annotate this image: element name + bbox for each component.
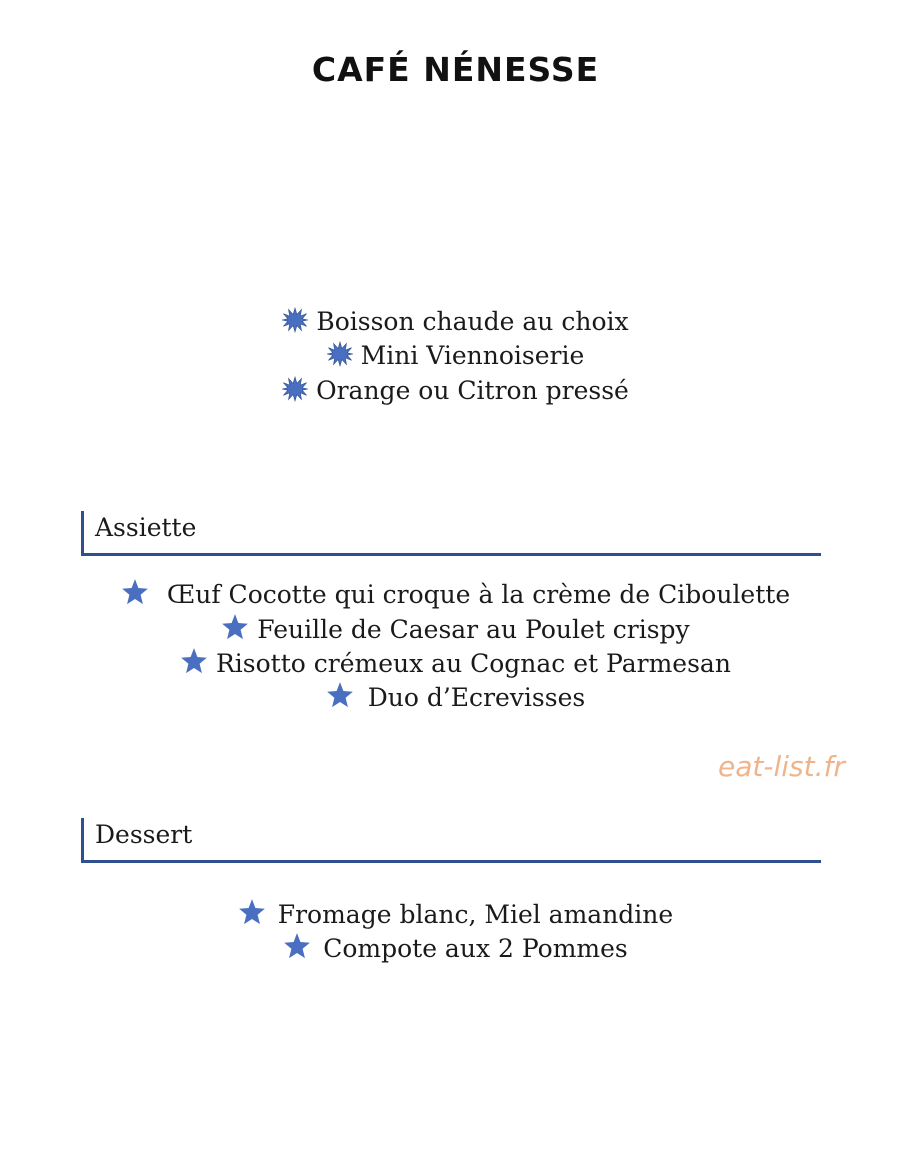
menu-item-label: Compote aux 2 Pommes	[323, 934, 628, 963]
starburst-icon	[282, 307, 308, 333]
menu-item	[0, 932, 911, 966]
page-title: CAFÉ NÉNESSE	[311, 50, 600, 89]
intro-item	[0, 305, 911, 339]
star-icon	[221, 613, 249, 641]
intro-item	[0, 374, 911, 408]
star-icon	[238, 898, 266, 926]
menu-item-label: Œuf Cocotte qui croque à la crème de Ciboulette	[166, 580, 791, 609]
section-heading-label: Dessert	[95, 820, 193, 849]
star-icon	[283, 932, 311, 960]
intro-item-label: Mini Viennoiserie	[360, 341, 585, 370]
intro-item-label: Orange ou Citron pressé	[316, 376, 629, 405]
menu-item-label: Risotto crémeux au Cognac et Parmesan	[215, 649, 731, 678]
starburst-icon	[327, 341, 353, 367]
section-heading-label: Assiette	[95, 513, 197, 542]
star-icon	[180, 647, 208, 675]
menu-item-label: Fromage blanc, Miel amandine	[277, 900, 674, 929]
menu-item	[0, 578, 911, 612]
watermark-text: eat-list.fr	[718, 750, 845, 783]
menu-item-label: Feuille de Caesar au Poulet crispy	[257, 615, 690, 644]
star-icon	[326, 681, 354, 709]
section-heading-dessert	[81, 818, 821, 863]
menu-item	[0, 681, 911, 715]
star-icon	[121, 578, 149, 606]
section-heading-assiette	[81, 511, 821, 556]
intro-item	[0, 339, 911, 373]
intro-item-label: Boisson chaude au choix	[316, 307, 629, 336]
menu-item	[0, 647, 911, 681]
starburst-icon	[282, 376, 308, 402]
menu-item-label: Duo d’Ecrevisses	[367, 683, 586, 712]
menu-item	[0, 613, 911, 647]
menu-item	[0, 898, 911, 932]
